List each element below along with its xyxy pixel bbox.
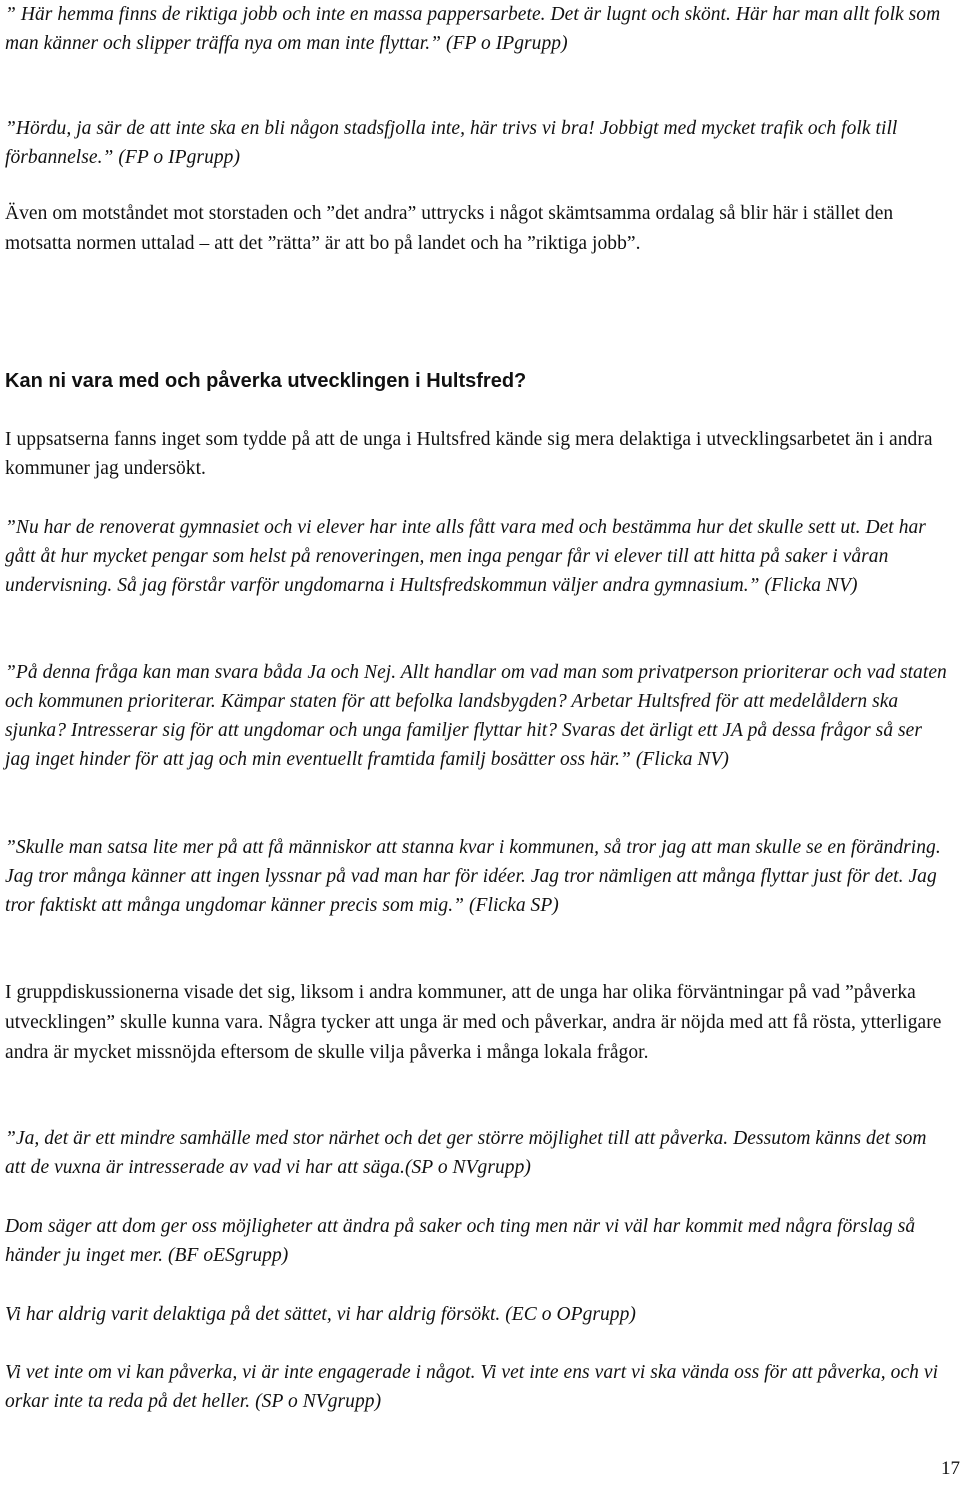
quote-paragraph: ”Nu har de renoverat gymnasiet och vi elever har inte alls fått vara med och bestämma hur det skulle sett ut. Det har gått åt hur mycket pengar som helst på renoveringen, men inga pengar får vi elever till att hitta på saker i våran undervisning. Så jag förstår varför ungdomarna i Hultsfredskommun väljer andra gymnasium.” (Flicka NV) [5,517,926,596]
quote-paragraph: ”På denna fråga kan man svara båda Ja och Nej. Allt handlar om vad man som privatperson prioriterar och vad staten och kommunen prioriterar. Kämpar staten för att befolka landsbygden? Arbetar Hultsfred för att medelåldern ska sjunka? Intresserar sig för att ungdomar och unga familjer flyttar hit? Svaras det ärligt ett JA på dessa frågor så ser jag inget hinder för att jag och min eventuellt framtida familj bosätter oss här.” (Flicka NV) [5,662,947,770]
page-number: 17 [941,1458,960,1479]
quote-paragraph: ”Ja, det är ett mindre samhälle med stor närhet och det ger större möjlighet till att påverka. Dessutom känns det som att de vuxna är intresserade av vad vi har att säga.(SP o NVgrupp) [5,1128,927,1178]
body-paragraph: Även om motståndet mot storstaden och ”det andra” uttrycks i något skämtsamma ordalag så blir här i stället den motsatta normen uttalad – att det ”rätta” är att bo på landet och ha ”riktiga jobb”. [5,203,894,254]
quote-paragraph: Vi vet inte om vi kan påverka, vi är inte engagerade i något. Vi vet inte ens vart vi ska vända oss för att påverka, och vi orkar inte ta reda på det heller. (SP o NVgrupp) [5,1362,939,1412]
quote-paragraph: Dom säger att dom ger oss möjligheter att ändra på saker och ting men när vi väl har kommit med några förslag så händer ju inget mer. (BF oESgrupp) [5,1216,916,1266]
section-heading: Kan ni vara med och påverka utvecklingen i Hultsfred? [5,370,527,392]
quote-paragraph: ”Skulle man satsa lite mer på att få människor att stanna kvar i kommunen, så tror jag att man skulle se en förändring. Jag tror många känner att ingen lyssnar på vad man har för idéer. Jag tror nämligen att många flyttar just för det. Jag tror faktiskt att många ungdomar känner precis som mig.” (Flicka SP) [5,837,941,916]
quote-paragraph: ”Hördu, ja sär de att inte ska en bli någon stadsfjolla inte, här trivs vi bra! Jobbigt med mycket trafik och folk till förbannelse.” (FP o IPgrupp) [5,118,898,168]
quote-paragraph: Vi har aldrig varit delaktiga på det sättet, vi har aldrig försökt. (EC o OPgrupp) [5,1304,636,1325]
body-paragraph: I uppsatserna fanns inget som tydde på att de unga i Hultsfred kände sig mera delaktiga i utvecklingsarbetet än i andra kommuner jag undersökt. [5,429,933,479]
body-paragraph: I gruppdiskussionerna visade det sig, liksom i andra kommuner, att de unga har olika förväntningar på vad ”påverka utvecklingen” skulle kunna vara. Några tycker att unga är med och påverkar, andra är nöjda med att få rösta, ytterligare andra är mycket missnöjda eftersom de skulle vilja påverka i många lokala frågor. [5,982,942,1063]
quote-paragraph: ” Här hemma finns de riktiga jobb och inte en massa pappersarbete. Det är lugnt och skönt. Här har man allt folk som man känner och slipper träffa nya om man inte flyttar.” (FP o IPgrupp) [5,4,941,54]
